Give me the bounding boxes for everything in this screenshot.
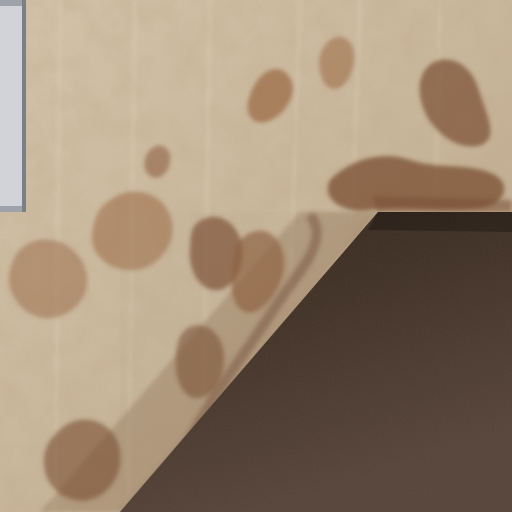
- window-pane: [0, 0, 26, 212]
